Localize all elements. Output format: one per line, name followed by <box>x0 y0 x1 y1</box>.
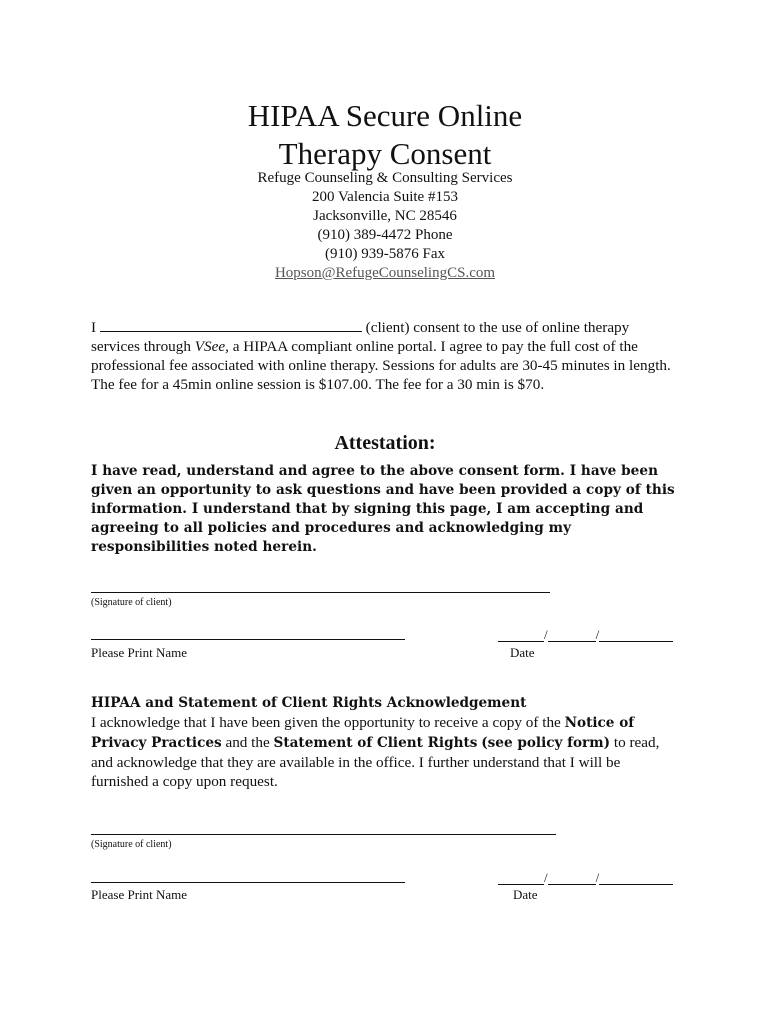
date-field[interactable] <box>498 627 673 642</box>
ack-text-2: and the <box>225 734 270 751</box>
print-name-line-2[interactable] <box>91 882 405 883</box>
email-link[interactable]: Hopson@RefugeCounselingCS.com <box>274 265 496 281</box>
print-name-line[interactable] <box>91 639 405 640</box>
print-name-label: Please Print Name <box>91 645 188 660</box>
platform-name: VSee, <box>194 338 229 355</box>
acknowledgement-title: HIPAA and Statement of Client Rights Acknowledgement <box>91 695 527 711</box>
fax-number: (910) 939-5876 Fax <box>325 246 445 262</box>
date-day-blank-2[interactable] <box>548 872 596 885</box>
ack-text-3: to read, and acknowledge that they are available in the office. I further understand that I will be furnished a copy upon request. <box>91 734 660 790</box>
consent-line-1: (client) consent to the use of online therapy <box>365 319 630 336</box>
client-name-blank[interactable] <box>100 331 362 332</box>
print-name-label-2: Please Print Name <box>91 887 188 902</box>
phone-number: (910) 389-4472 Phone <box>317 227 453 243</box>
consent-prefix: I <box>91 319 97 336</box>
client-signature-line-2[interactable] <box>91 834 556 835</box>
date-field-2[interactable] <box>498 870 673 885</box>
form-title-line-1: HIPAA Secure Online <box>247 98 523 133</box>
street-address: 200 Valencia Suite #153 <box>312 189 458 205</box>
consent-rest: of the professional fee associated with online therapy. Sessions for adults are 30-45 minutes in length. The fee for a 45min online session is $107.00. The fee for a 30 min is $70. <box>91 338 671 393</box>
ack-text-1: I acknowledge that I have been given the opportunity to receive a copy of the <box>91 714 561 731</box>
date-label: Date <box>510 645 535 660</box>
organization-name: Refuge Counseling & Consulting Services <box>257 170 513 186</box>
signature-label: (Signature of client) <box>91 597 172 608</box>
see-policy-form: (see policy form) <box>481 735 611 751</box>
date-separator: / <box>544 627 548 642</box>
date-label-2: Date <box>513 887 538 902</box>
date-separator-2: / <box>595 870 600 885</box>
date-separator-2: / <box>544 870 548 885</box>
acknowledgement-text <box>91 713 681 791</box>
consent-line-2-end: a HIPAA compliant online portal. I agree to pay the full cost <box>232 338 600 355</box>
city-state-zip: Jacksonville, NC 28546 <box>313 208 457 224</box>
form-title-line-2: Therapy Consent <box>278 136 492 171</box>
client-signature-line[interactable] <box>91 592 550 593</box>
date-separator: / <box>595 627 600 642</box>
signature-label-2: (Signature of client) <box>91 839 172 850</box>
date-year-blank-2[interactable] <box>599 872 673 885</box>
consent-paragraph <box>91 318 681 394</box>
notice-of-privacy-practices: Notice of Privacy Practices <box>91 715 635 751</box>
date-month-blank[interactable] <box>498 629 544 642</box>
date-year-blank[interactable] <box>599 629 673 642</box>
statement-of-client-rights: Statement of Client Rights <box>273 735 478 751</box>
date-day-blank[interactable] <box>548 629 596 642</box>
date-month-blank-2[interactable] <box>498 872 544 885</box>
attestation-text: I have read, understand and agree to the above consent form. I have been given an opportunity to ask questions and have been provided a copy of this information. I understand that by signing this page, I am accepting and agreeing to all policies and procedures and acknowledging my responsibilities noted herein. <box>91 463 675 555</box>
consent-line-2-start: services through <box>91 338 191 355</box>
attestation-heading: Attestation: <box>334 432 436 454</box>
